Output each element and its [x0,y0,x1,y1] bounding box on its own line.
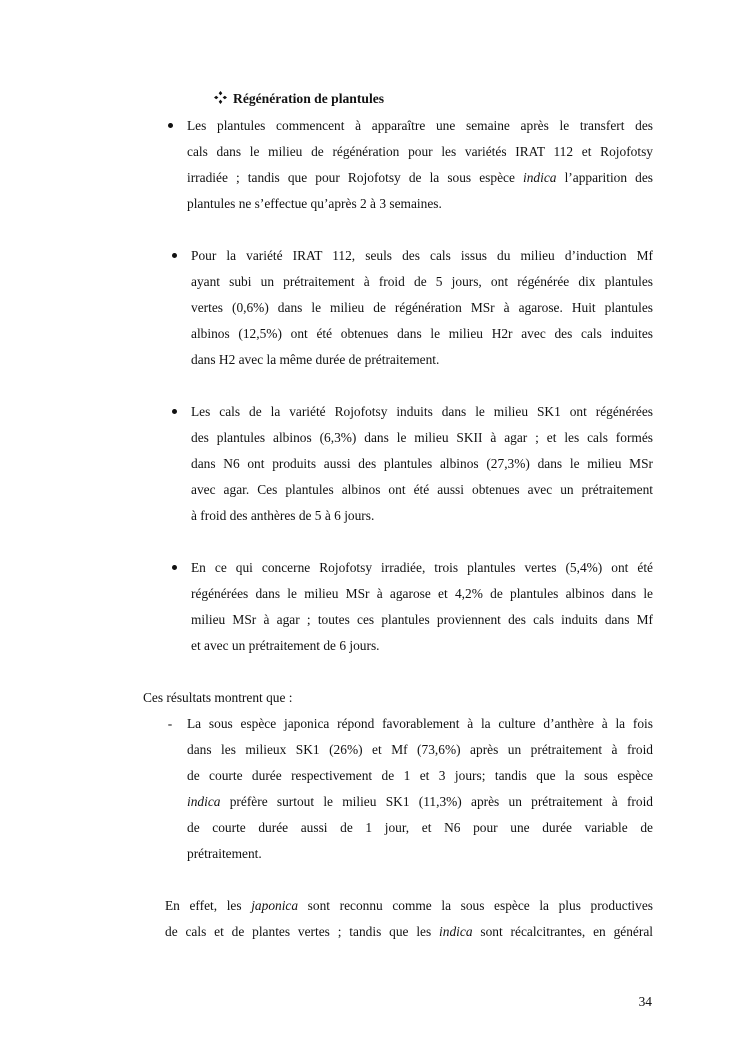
bullet-item [191,399,653,529]
text-line: Les cals de la variété Rojofotsy induits dans le milieu SK1 ont régénérées [191,404,653,419]
text-line: régénérées dans le milieu MSr à agarose et 4,2% de plantules albinos dans le [191,586,653,601]
bullet-item [191,243,653,373]
text-run: sont reconnu comme la sous espèce la plus productives [298,898,653,913]
bullet-dot-icon [169,555,179,581]
text-line: Les plantules commencent à apparaître une semaine après le transfert des [187,118,653,133]
text-line: La sous espèce japonica répond favorablement à la culture d’anthère à la fois [187,716,653,731]
four-diamond-bullet-icon [214,91,227,104]
text-line: En ce qui concerne Rojofotsy irradiée, trois plantules vertes (5,4%) ont été [191,560,653,575]
italic-term: japonica [251,898,299,913]
section-heading-text: Régénération de plantules [233,91,385,106]
text-line: prétraitement. [187,846,262,861]
text-run: irradiée ; tandis que pour Rojofotsy de la sous espèce [187,170,524,185]
text-line: milieu MSr à agar ; toutes ces plantules proviennent des cals induits dans Mf [191,612,653,627]
text-line: et avec un prétraitement de 6 jours. [191,638,380,653]
italic-term: indica [187,794,221,809]
bullet-dot-icon [169,399,179,425]
bullet-item [191,555,653,659]
italic-term: indica [523,170,557,185]
text-run: sont récalcitrantes, en général [472,924,653,939]
text-line: plantules ne s’effectue qu’après 2 à 3 semaines. [187,196,442,211]
results-intro: Ces résultats montrent que : [143,690,293,705]
text-line: à froid des anthères de 5 à 6 jours. [191,508,375,523]
bullet-dot-icon [169,243,179,269]
text-line: de courte durée respectivement de 1 et 3 jours; tandis que la sous espèce [187,768,653,783]
italic-term: indica [439,924,473,939]
bullet-dot-icon [165,113,175,139]
text-run: En effet, les [165,898,252,913]
text-line: dans les milieux SK1 (26%) et Mf (73,6%) après un prétraitement à froid [187,742,653,757]
text-line [165,893,653,919]
text-line [165,919,653,945]
text-line: ayant subi un prétraitement à froid de 5 jours, ont régénérée dix plantules [191,274,653,289]
text-run: de cals et de plantes vertes ; tandis que les [165,924,440,939]
text-line: dans H2 avec la même durée de prétraitement. [191,352,440,367]
text-line: vertes (0,6%) dans le milieu de régénération MSr à agarose. Huit plantules [191,300,653,315]
text-line: dans N6 ont produits aussi des plantules albinos (27,3%) dans le milieu MSr [191,456,653,471]
text-run: préfère surtout le milieu SK1 (11,3%) après un prétraitement à froid [220,794,653,809]
text-line [187,789,653,815]
dash-marker: - [167,716,173,731]
bullet-item [187,113,653,217]
text-line: des plantules albinos (6,3%) dans le milieu SKII à agar ; et les cals formés [191,430,653,445]
text-line: Pour la variété IRAT 112, seuls des cals issus du milieu d’induction Mf [191,248,653,263]
text-line: cals dans le milieu de régénération pour les variétés IRAT 112 et Rojofotsy [187,144,653,159]
text-line: avec agar. Ces plantules albinos ont été aussi obtenues avec un prétraitement [191,482,653,497]
page-number: 34 [638,994,652,1009]
dash-list-item [167,711,653,867]
text-line: de courte durée aussi de 1 jour, et N6 pour une durée variable de [187,820,653,835]
text-line: albinos (12,5%) ont été obtenues dans le milieu H2r avec des cals induites [191,326,653,341]
text-line [187,165,653,191]
final-paragraph [165,893,653,945]
text-run: l’apparition des [556,170,653,185]
section-heading [214,86,384,112]
